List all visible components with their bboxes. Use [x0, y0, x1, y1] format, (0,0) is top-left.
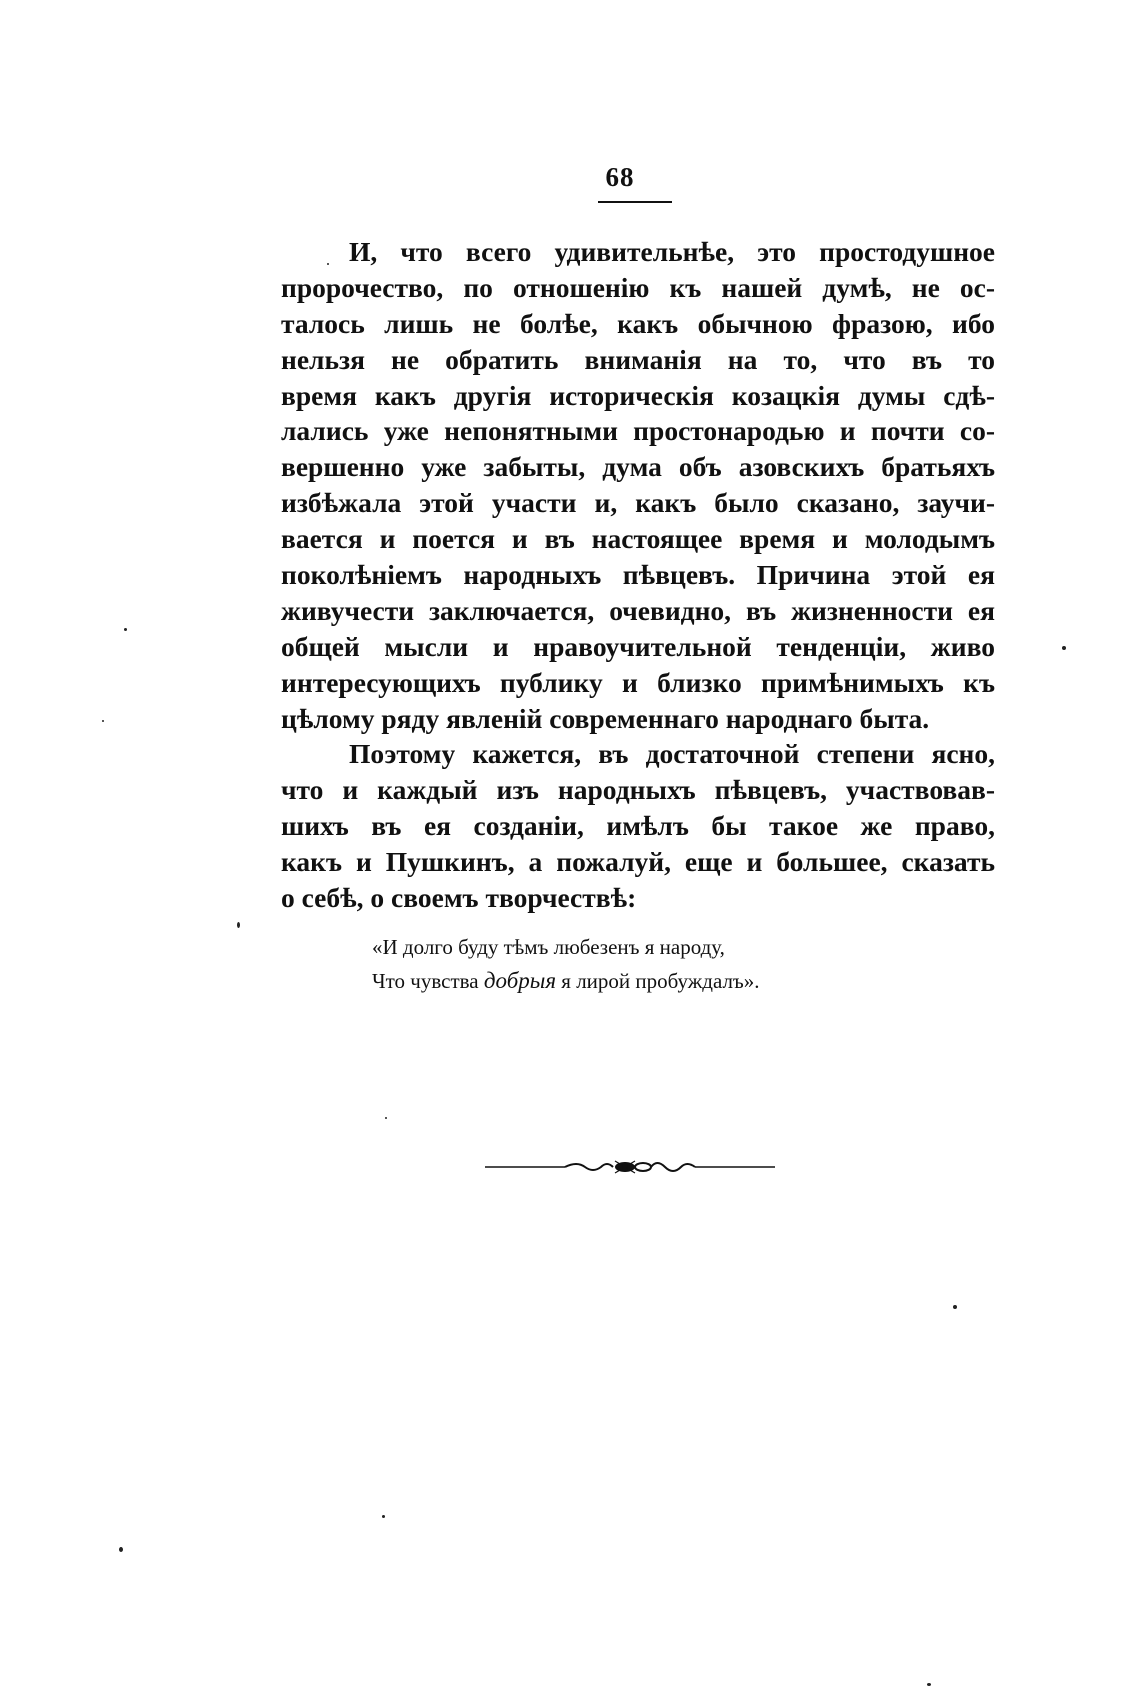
print-speck [119, 1547, 123, 1552]
paragraph-2 [281, 736, 995, 915]
print-speck [953, 1305, 957, 1309]
text-line: какъ и Пушкинъ, а пожалуй, еще и большее, сказать [281, 846, 995, 878]
print-speck [327, 263, 329, 265]
body-text [281, 234, 995, 916]
quote-line-2-end: я лирой пробуждалъ». [556, 969, 760, 993]
quote-line-2 [372, 964, 892, 998]
text-line: интересующихъ публику и близко примѣнимыхъ къ [281, 666, 995, 698]
text-line: лались уже непонятными простонародью и почти со- [281, 415, 995, 447]
print-speck [102, 720, 104, 722]
quote-italic-word: добрыя [483, 968, 557, 993]
text-line: цѣлому ряду явленій современнаго народнаго быта. [281, 702, 930, 734]
text-line: пророчество, по отношенію къ нашей думѣ, не ос- [281, 271, 995, 303]
text-line: И, что всего удивительнѣе, это простодушное [349, 236, 995, 267]
quote-line-1: «И долго буду тѣмъ любезенъ я народу, [372, 935, 725, 959]
print-speck [1062, 646, 1066, 650]
quote-line-2-start: Что чувства [372, 969, 484, 993]
text-line: шихъ въ ея созданіи, имѣлъ бы такое же право, [281, 810, 995, 842]
text-line: избѣжала этой участи и, какъ было сказано, заучи- [281, 487, 995, 519]
text-line: Поэтому кажется, въ достаточной степени ясно, [349, 738, 995, 770]
print-speck [382, 1515, 385, 1518]
text-line: живучести заключается, очевидно, въ жизненности ея [281, 594, 995, 626]
text-line: талось лишь не болѣе, какъ обычною фразою, ибо [281, 307, 995, 339]
page-number: 68 [605, 162, 635, 192]
print-speck [237, 922, 240, 928]
print-speck [385, 1117, 387, 1119]
print-speck [927, 1683, 931, 1686]
text-line: время какъ другія историческія козацкія думы сдѣ- [281, 379, 995, 411]
text-line: что и каждый изъ народныхъ пѣвцевъ, участвовав- [281, 774, 995, 806]
text-line: вершенно уже забыты, дума объ азовскихъ братьяхъ [281, 451, 995, 483]
paragraph-1 [281, 234, 995, 736]
text-line: поколѣніемъ народныхъ пѣвцевъ. Причина этой ея [281, 559, 995, 591]
text-line: вается и поется и въ настоящее время и молодымъ [281, 523, 995, 555]
text-line: о себѣ, о своемъ творчествѣ: [281, 882, 637, 914]
text-line: нельзя не обратить вниманія на то, что въ то [281, 343, 995, 375]
page-number-underline [598, 201, 672, 203]
poem-quote [372, 930, 892, 998]
ornament-divider [485, 1155, 775, 1179]
text-line: общей мысли и нравоучительной тенденціи, живо [281, 630, 995, 662]
print-speck [124, 628, 127, 631]
